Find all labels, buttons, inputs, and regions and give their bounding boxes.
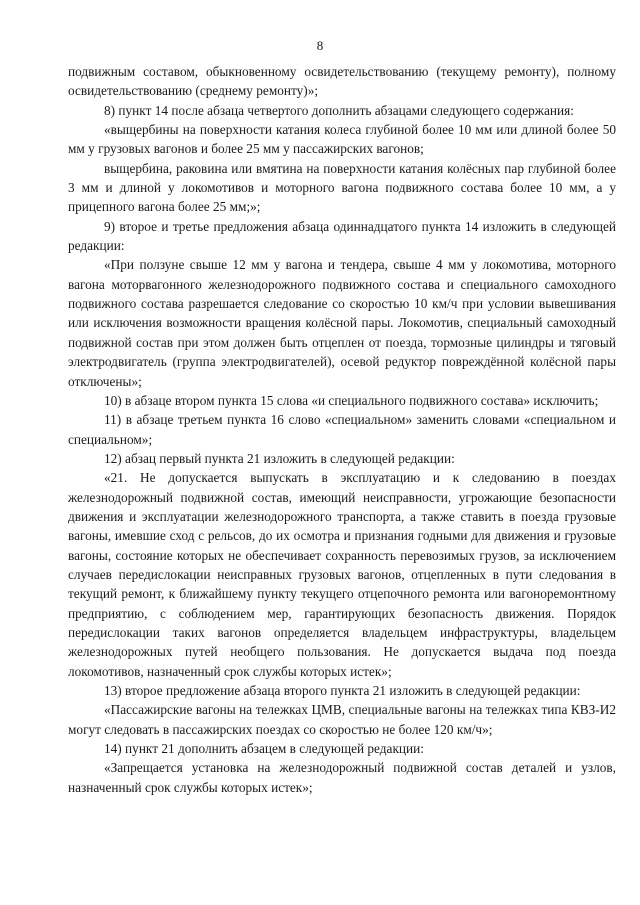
- paragraph: 9) второе и третье предложения абзаца одиннадцатого пункта 14 изложить в следующей редакции:: [68, 218, 616, 254]
- paragraph: подвижным составом, обыкновенному освидетельствованию (текущему ремонту), полному освидетельствованию (среднему ремонту)»;: [68, 64, 616, 99]
- paragraph: 11) в абзаце третьем пункта 16 слово «специальном» заменить словами «специальном и специальном»;: [68, 412, 616, 447]
- paragraph: выщербина, раковина или вмятина на поверхности катания колёсных пар глубиной более 3 мм и длиной у локомотивов и моторного вагона подвижного состава более 10 мм, а у прицепного вагона более 25 мм;»;: [68, 160, 616, 215]
- page-number: 8: [316, 38, 324, 53]
- paragraph: «выщербины на поверхности катания колеса глубиной более 10 мм или длиной более 50 мм у грузовых вагонов и более 25 мм у пассажирских вагонов;: [68, 122, 616, 157]
- paragraph: 12) абзац первый пункта 21 изложить в следующей редакции:: [104, 450, 455, 466]
- paragraph: «Пассажирские вагоны на тележках ЦМВ, специальные вагоны на тележках типа КВЗ-И2 могут следовать в пассажирских поездах со скоростью не более 120 км/ч»;: [68, 702, 616, 737]
- document-body: [68, 62, 616, 797]
- paragraph: 14) пункт 21 дополнить абзацем в следующей редакции:: [104, 741, 424, 757]
- paragraph: 10) в абзаце втором пункта 15 слова «и специального подвижного состава» исключить;: [104, 392, 599, 408]
- paragraph: «21. Не допускается выпускать в эксплуатацию и к следованию в поездах железнодорожный подвижной состав, имеющий неисправности, угрожающие безопасности движения и эксплуатации железнодорожного транспорта, а также ставить в поезда грузовые вагоны, имевшие сход с рельсов, до их осмотра и признания годными для движения и грузовые вагоны, состояние которых не обеспечивает сохранность перевозимых грузов, за исключением случаев передислокации неисправных грузовых вагонов, отцепленных в пути следования в текущий ремонт, к ближайшему пункту текущего отцепочного ремонта или вагоноремонтному предприятию, с соблюдением мер, гарантирующих безопасность движения. Порядок передислокации таких вагонов определяется владельцем инфраструктуры, владельцем железнодорожных путей необщего пользования. Не допускается выдача под поезда локомотивов, назначенный срок службы которых истек»;: [68, 470, 616, 679]
- paragraph: «Запрещается установка на железнодорожный подвижной состав деталей и узлов, назначенный срок службы которых истек»;: [68, 760, 616, 795]
- paragraph: 8) пункт 14 после абзаца четвертого дополнить абзацами следующего содержания:: [104, 102, 574, 118]
- paragraph: 13) второе предложение абзаца второго пункта 21 изложить в следующей редакции:: [104, 683, 581, 698]
- paragraph: «При ползуне свыше 12 мм у вагона и тендера, свыше 4 мм у локомотива, моторного вагона моторвагонного железнодорожного подвижного состава и специального самоходного подвижного состава разрешается следование со скоростью 10 км/ч при условии вывешивания или исключения возможности вращения колёсной пары. Локомотив, специальный самоходный подвижной состав при этом должен быть отцеплен от поезда, тормозные цилиндры и тяговый электродвигатель (группа электродвигателей), осевой редуктор повреждённой колёсной пары отключены»;: [68, 257, 616, 389]
